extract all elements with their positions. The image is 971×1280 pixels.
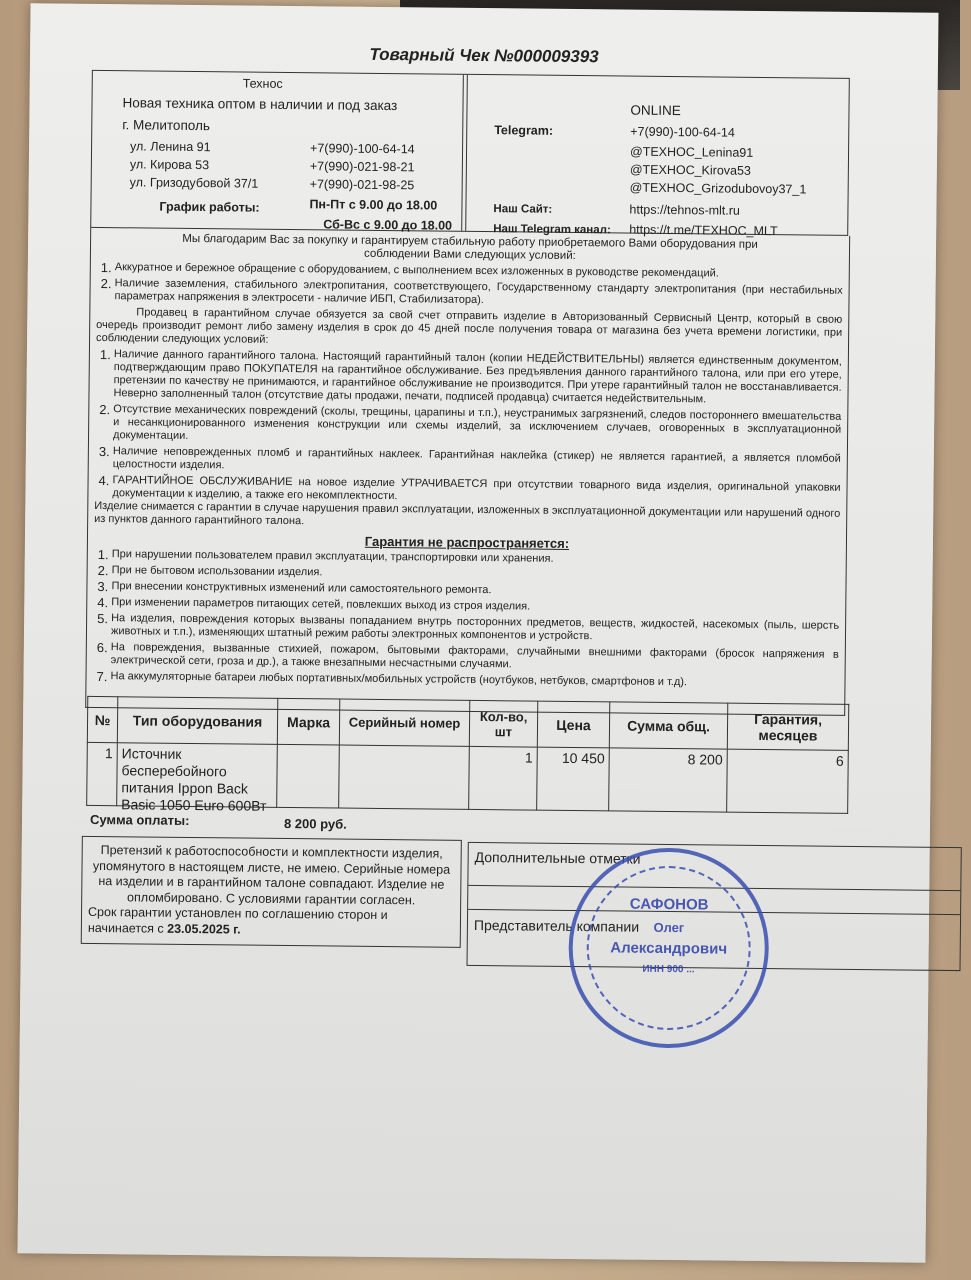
payment-value: 8 200 руб. [283,815,347,832]
col-total: Сумма общ. [609,702,727,749]
exclusions-title: Гарантия не распространяется: [364,533,570,551]
exclusion-item: 6. На повреждения, вызванные стихией, пожаром, бытовыми факторами, случайными внешними факторами (бросок напряжения в электрической сети, гроза и др.), а также внезапными несчастными случаями. [96,640,839,671]
agreement-text: Претензий к работоспособности и комплектности изделия, упомянутого в настоящем листе, не имею. Серийные номера на изделии и в гарантийном талоне совпадают. Изделие не опломбировано. С условиями гарантии согласен. [92,843,451,907]
col-number: № [87,696,117,742]
branch-phone: +7(990)-021-98-21 [309,159,415,175]
table-row [87,742,849,813]
receipt-document [17,3,938,1262]
cell-warranty: 6 [727,749,849,813]
telegram-phone: +7(990)-100-64-14 [630,124,735,140]
items-table [86,696,849,814]
store-info-box [90,70,850,239]
cell-serial [339,745,470,809]
branch-address: ул. Гризодубовой 37/1 [129,175,259,191]
schedule-weekdays: Пн-Пт с 9.00 до 18.00 [309,197,438,213]
stamp-text: ИНН 900 ... [642,963,695,976]
condition-item: 2. Наличие заземления, стабильного электропитания, соответствующего, Государственному стандарту электропитания (при нестабильных параметрах напряжения в электросети - наличие ИБП, Стабилизатора). [100,276,843,307]
telegram-label: Telegram: [494,123,554,138]
condition-item: 1. Наличие данного гарантийного талона. Настоящий гарантийный талон (копии НЕДЕЙСТВИТЕЛЬНЫ) является единственным документом, подтверждающим право ПОКУПАТЕЛЯ на гарантийное обслуживание. Без предъявления данного гарантийного талона, или при его утере, претензии по качеству не принимаются, и гарантийное обслуживание не производится. При утере гарантийный талон не восстанавливается. Неверно заполненный талон (отсутствие даты продажи, печати, подписей продавца) считается недействительным. [99,347,842,406]
schedule-label: График работы: [159,199,260,215]
cell-type [117,743,278,814]
store-name: Технос [242,76,283,91]
channel-link: https://t.me/ТЕХНОС_MLT [629,222,778,239]
col-price: Цена [537,701,609,748]
exclusion-item: 4. При изменении параметров питающих сетей, повлекших выход из строя изделия. [97,595,531,613]
removal-note: Изделие снимается с гарантии в случае нарушения правил эксплуатации, изложенных в эксплуатационной документации или нарушений одного из пунктов данного гарантийного талона. [94,499,841,528]
condition-item: 1. Аккуратное и бережное обращение с оборудованием, с выполнением всех изложенных в руководстве рекомендаций. [100,260,719,280]
seller-conditions-list [94,348,842,508]
channel-label: Наш Telegram канал: [493,223,611,237]
telegram-handle: @ТЕХНОС_Grizodubovoy37_1 [629,180,807,197]
store-city: г. Мелитополь [122,117,211,134]
condition-item: 3. Наличие неповрежденных пломб и гарантийных наклеек. Гарантийная наклейка (стикер) не является гарантией, а является пломбой целостности изделия. [98,444,841,472]
cell-price: 10 450 [537,747,610,811]
agreement-box [81,836,462,948]
exclusion-item: 5. На изделия, повреждения которых вызваны попаданием внутрь посторонних предметов, веществ, жидкостей, насекомых (пыль, шерсть животных и т.п.), изменяющих штатный режим работы электронных компонентов и устройств. [97,611,840,643]
payment-label: Сумма оплаты: [89,811,190,828]
warranty-start-text [88,905,454,940]
exclusions-list [92,548,839,691]
exclusion-item: 7. На аккумуляторные батареи любых портативных/мобильных устройств (ноутбуков, нетбуков, смартфонов и т.д). [96,669,688,689]
branch-phone: +7(990)-100-64-14 [309,141,415,157]
exclusion-item: 2. При не бытовом использовании изделия. [97,563,323,579]
extra-notes-label: Дополнительные отметки [474,848,641,867]
cell-qty: 1 [469,746,538,810]
site-label: Наш Сайт: [493,203,553,216]
col-type: Тип оборудования [117,697,277,745]
schedule-weekend: Сб-Вс с 9.00 до 18.00 [323,217,453,233]
branch-address: ул. Кирова 53 [129,157,210,173]
conditions-list [96,261,842,311]
telegram-handle: @ТЕХНОС_Kirova53 [629,162,752,178]
representative-label: Представитель компании [473,916,640,935]
divider [461,75,464,231]
branch-phone: +7(990)-021-98-25 [309,177,415,193]
warranty-start-date: 23.05.2025 г. [167,921,241,937]
branch-address: ул. Ленина 91 [130,139,211,155]
company-stamp [568,847,770,1049]
warranty-terms [85,228,850,716]
col-qty: Кол-во, шт [469,700,537,747]
table-header-row [87,696,848,750]
col-warranty: Гарантия, месяцев [727,703,848,750]
cell-brand [277,744,340,808]
terms-intro: Мы благодарим Вас за покупку и гарантируем стабильную работу приобретаемого Вами оборудования при соблюдении Вами следующих условий: [182,232,758,263]
stamp-text: Олег [653,919,685,936]
online-label: ONLINE [630,102,681,119]
condition-item: 4. ГАРАНТИЙНОЕ ОБСЛУЖИВАНИЕ на новое изделие УТРАЧИВАЕТСЯ при отсутствии товарного вида изделия, оригинальной упаковки документации к изделию, а также его некомплектности. [98,473,841,503]
cell-number: 1 [87,742,118,805]
condition-item: 2. Отсутствие механических повреждений (сколы, трещины, царапины и т.п.), неустранимых загрязнений, следов постороннего вмешательства и несанкционированного изменения конструкции или схемы изделий, за исключением случаев, оговоренных в эксплуатационной документации. [99,402,842,442]
divider [465,75,468,231]
exclusion-item: 3. При внесении конструктивных изменений или самостоятельного ремонта. [97,579,492,597]
exclusion-item: 1. При нарушении пользователем правил эксплуатации, транспортировки или хранения. [97,547,554,565]
store-tagline: Новая техника оптом в наличии и под заказ [122,95,398,114]
document-title: Товарный Чек №000009393 [369,44,599,67]
seller-obligation: Продавец в гарантийном случае обязуется за свой счет отправить изделие в Авторизованный Сервисный Центр, который в свою очередь производит ремонт либо замену изделия в срок до 45 дней после получения товара от магазина без учета времени логистики, при соблюдении следующих условий: [96,306,843,346]
stamp-text: САФОНОВ [629,895,709,914]
cell-total: 8 200 [609,748,728,812]
col-brand: Марка [277,698,339,745]
stamp-text: Александрович [610,939,728,958]
col-serial: Серийный номер [339,699,469,746]
site-link: https://tehnos-mlt.ru [629,202,740,218]
telegram-handle: @ТЕХНОС_Lenina91 [629,144,754,160]
term-text: Срок гарантии установлен по соглашению сторон и начинается с [87,904,388,936]
equipment-name: Источник бесперебойного питания Ippon Back Basic 1050 Euro 600Вт [121,745,267,814]
